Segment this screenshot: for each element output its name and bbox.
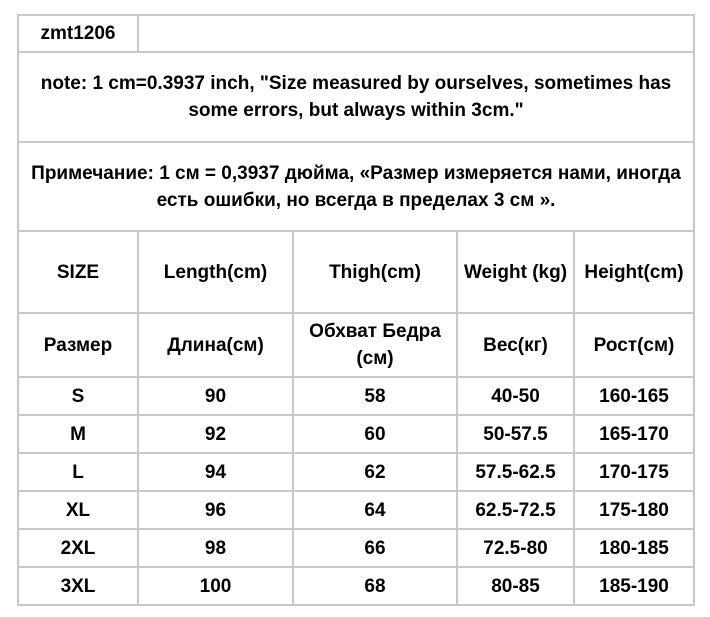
header-thigh: Thigh(cm) xyxy=(293,231,457,313)
empty-cell xyxy=(138,15,694,52)
table-row xyxy=(18,415,694,453)
header-height: Height(cm) xyxy=(574,231,694,313)
thigh-cell: 58 xyxy=(293,377,457,415)
size-cell: S xyxy=(18,377,138,415)
header-length: Length(cm) xyxy=(138,231,293,313)
header-length-ru: Длина(см) xyxy=(138,313,293,377)
thigh-cell: 64 xyxy=(293,491,457,529)
note-russian: Примечание: 1 см = 0,3937 дюйма, «Размер измеряется нами, иногда есть ошибки, но всегда в пределах 3 см ». xyxy=(18,142,694,231)
size-cell: 3XL xyxy=(18,567,138,605)
header-size: SIZE xyxy=(18,231,138,313)
header-size-ru: Размер xyxy=(18,313,138,377)
height-cell: 165-170 xyxy=(574,415,694,453)
height-cell: 180-185 xyxy=(574,529,694,567)
weight-cell: 62.5-72.5 xyxy=(457,491,574,529)
weight-cell: 57.5-62.5 xyxy=(457,453,574,491)
length-cell: 100 xyxy=(138,567,293,605)
thigh-cell: 60 xyxy=(293,415,457,453)
size-cell: 2XL xyxy=(18,529,138,567)
weight-cell: 72.5-80 xyxy=(457,529,574,567)
thigh-cell: 62 xyxy=(293,453,457,491)
height-cell: 160-165 xyxy=(574,377,694,415)
header-row-en xyxy=(18,231,694,313)
header-height-ru: Рост(см) xyxy=(574,313,694,377)
header-thigh-ru: Обхват Бедра (см) xyxy=(293,313,457,377)
table-row xyxy=(18,453,694,491)
weight-cell: 40-50 xyxy=(457,377,574,415)
height-cell: 185-190 xyxy=(574,567,694,605)
note-en-row xyxy=(18,52,694,142)
thigh-cell: 68 xyxy=(293,567,457,605)
length-cell: 96 xyxy=(138,491,293,529)
table-row xyxy=(18,491,694,529)
product-code-row xyxy=(18,15,694,52)
note-ru-row xyxy=(18,142,694,231)
length-cell: 98 xyxy=(138,529,293,567)
height-cell: 170-175 xyxy=(574,453,694,491)
weight-cell: 50-57.5 xyxy=(457,415,574,453)
length-cell: 92 xyxy=(138,415,293,453)
size-cell: M xyxy=(18,415,138,453)
header-row-ru xyxy=(18,313,694,377)
table-row xyxy=(18,567,694,605)
note-english: note: 1 cm=0.3937 inch, "Size measured by ourselves, sometimes has some errors, but always within 3cm." xyxy=(18,52,694,142)
size-cell: L xyxy=(18,453,138,491)
size-chart-table xyxy=(17,14,695,606)
length-cell: 94 xyxy=(138,453,293,491)
header-weight-ru: Вес(кг) xyxy=(457,313,574,377)
length-cell: 90 xyxy=(138,377,293,415)
thigh-cell: 66 xyxy=(293,529,457,567)
table-row xyxy=(18,377,694,415)
header-weight: Weight (kg) xyxy=(457,231,574,313)
size-cell: XL xyxy=(18,491,138,529)
product-code: zmt1206 xyxy=(18,15,138,52)
table-row xyxy=(18,529,694,567)
weight-cell: 80-85 xyxy=(457,567,574,605)
height-cell: 175-180 xyxy=(574,491,694,529)
